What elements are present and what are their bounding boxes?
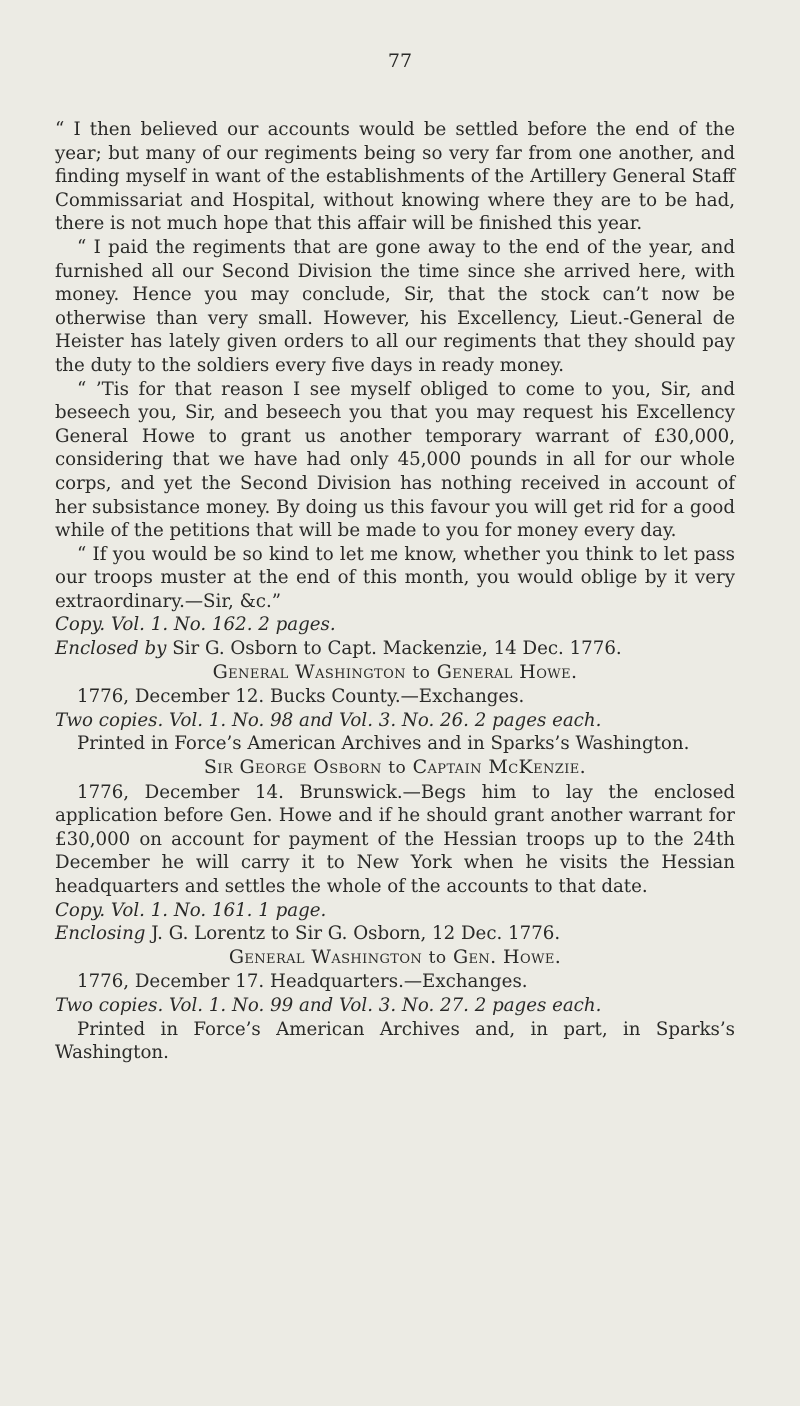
- letter-paragraph-3: “ ’Tis for that reason I see myself obliged to come to you, Sir, and beseech you, Sir, and beseech you that you may request his Excellency General Howe to grant us another temporary warrant of £30,000, considering that we have had only 45,000 pounds in all for our whole corps, and yet the Second Division has nothing received in account of her subsistance money. By doing us this favour you will get rid for a good while of the petitions that will be made to you for money every day.: [55, 378, 735, 542]
- entry-2-enclosing: [55, 922, 735, 946]
- letter-paragraph-1: “ I then believed our accounts would be settled before the end of the year; but many of our regiments being so very far from one another, and finding myself in want of the establishments of the Artillery General Staff Commissariat and Hospital, without knowing where they are to be had, there is not much hope that this affair will be finished this year.: [55, 119, 735, 235]
- entry-1-text: 1776, December 12. Bucks County.—Exchanges.: [77, 686, 525, 708]
- entry-3-text: 1776, December 17. Headquarters.—Exchanges.: [77, 971, 528, 993]
- enclosed-label: Enclosed by: [55, 638, 167, 660]
- entry-heading-2: Sir George Osborn to Captain McKenzie.: [203, 756, 587, 779]
- copy-detail: Vol. 1. No. 162. 2 pages.: [110, 614, 336, 636]
- entry-3-copies: Two copies. Vol. 1. No. 99 and Vol. 3. No. 27. 2 pages each.: [55, 994, 602, 1016]
- page-body: [55, 118, 735, 1065]
- letter-enclosed-line: [55, 637, 735, 661]
- entry-2-copy: Copy. Vol. 1. No. 161. 1 page.: [55, 899, 327, 921]
- entry-1-copies: Two copies. Vol. 1. No. 98 and Vol. 3. No. 26. 2 pages each.: [55, 709, 602, 731]
- entry-1-printed: Printed in Force’s American Archives and in Sparks’s Washington.: [77, 733, 690, 755]
- enclosing-label: Enclosing: [55, 923, 146, 945]
- letter-copy-line: [55, 613, 735, 637]
- enclosed-text: Sir G. Osborn to Capt. Mackenzie, 14 Dec. 1776.: [172, 638, 622, 660]
- page-number: 77: [387, 50, 413, 72]
- letter-paragraph-2: “ I paid the regiments that are gone away to the end of the year, and furnished all our Second Division the time since she arrived here, with money. Hence you may conclude, Sir, that the stock can’t now be otherwise than very small. However, his Excellency, Lieut.-General de Heister has lately given orders to all our regiments that they should pay the duty to the soldiers every five days in ready money.: [55, 236, 735, 376]
- entry-heading-1: General Washington to General Howe.: [212, 660, 578, 683]
- copy-label: Copy.: [55, 614, 106, 636]
- entry-heading-3: General Washington to Gen. Howe.: [228, 945, 562, 968]
- enclosing-text: J. G. Lorentz to Sir G. Osborn, 12 Dec. 1776.: [151, 923, 561, 945]
- entry-3-printed: Printed in Force’s American Archives and, in part, in Sparks’s Washington.: [55, 1018, 735, 1064]
- entry-2-text: 1776, December 14. Brunswick.—Begs him to lay the enclosed application before Gen. Howe and if he should grant another warrant for £30,000 on account for payment of the Hessian troops up to the 24th December he will carry it to New York when he visits the Hessian headquarters and settles the whole of the accounts to that date.: [55, 781, 735, 897]
- letter-paragraph-4: “ If you would be so kind to let me know, whether you think to let pass our troops muster at the end of this month, you would oblige by it very extraordinary.—Sir, &c.”: [55, 543, 735, 612]
